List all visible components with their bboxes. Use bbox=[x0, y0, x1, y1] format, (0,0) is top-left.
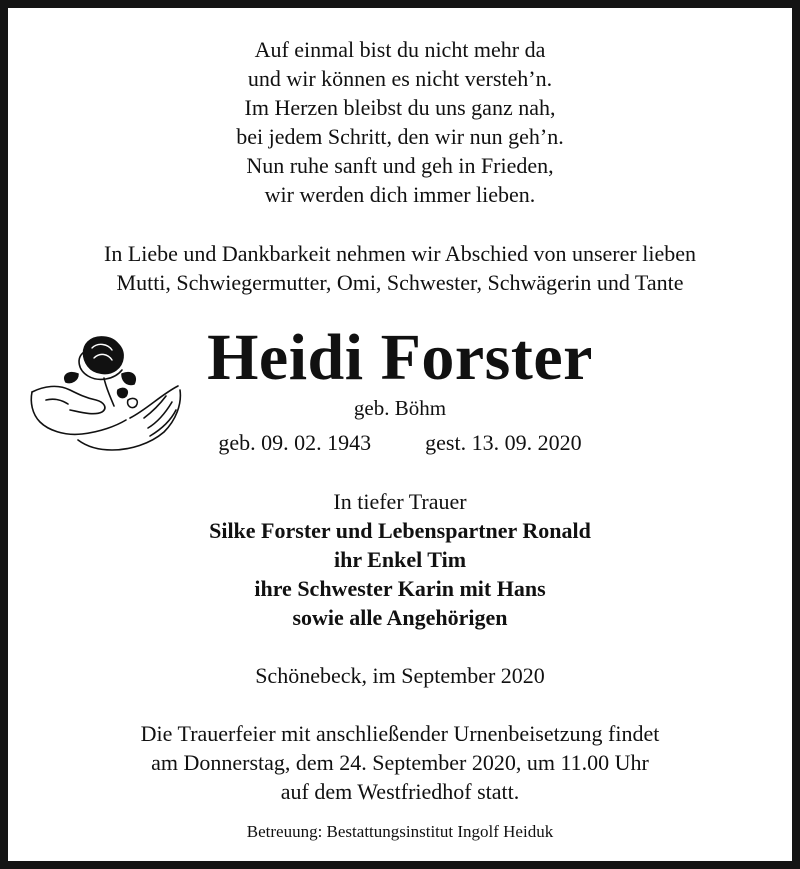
poem-line: Auf einmal bist du nicht mehr da bbox=[254, 37, 546, 62]
life-dates bbox=[8, 429, 792, 457]
funeral-home-credit: Betreuung: Bestattungsinstitut Ingolf Heiduk bbox=[246, 822, 554, 841]
deceased-name: Heidi Forster bbox=[207, 321, 593, 394]
poem-line: Im Herzen bleibst du uns ganz nah, bbox=[244, 95, 556, 120]
ceremony-line: auf dem Westfriedhof statt. bbox=[280, 779, 520, 804]
mourners-heading: In tiefer Trauer bbox=[333, 489, 467, 514]
mourner-line: ihre Schwester Karin mit Hans bbox=[254, 576, 546, 601]
ceremony-line: Die Trauerfeier mit anschließender Urnenbeisetzung findet bbox=[140, 721, 660, 746]
place-date: Schönebeck, im September 2020 bbox=[255, 663, 545, 688]
intro-line: Mutti, Schwiegermutter, Omi, Schwester, Schwägerin und Tante bbox=[116, 270, 684, 295]
birth-date: geb. 09. 02. 1943 bbox=[218, 430, 372, 455]
mourner-line: ihr Enkel Tim bbox=[333, 547, 467, 572]
poem-line: bei jedem Schritt, den wir nun geh’n. bbox=[236, 124, 564, 149]
mourner-line: sowie alle Angehörigen bbox=[292, 605, 508, 630]
ceremony-line: am Donnerstag, dem 24. September 2020, um 11.00 Uhr bbox=[151, 750, 649, 775]
poem-line: Nun ruhe sanft und geh in Frieden, bbox=[246, 153, 554, 178]
poem-line: wir werden dich immer lieben. bbox=[264, 182, 536, 207]
death-date: gest. 13. 09. 2020 bbox=[425, 430, 582, 455]
intro-line: In Liebe und Dankbarkeit nehmen wir Abschied von unserer lieben bbox=[104, 241, 696, 266]
poem-line: und wir können es nicht versteh’n. bbox=[247, 66, 553, 91]
mourner-line: Silke Forster und Lebenspartner Ronald bbox=[209, 518, 591, 543]
maiden-name: geb. Böhm bbox=[353, 396, 447, 420]
